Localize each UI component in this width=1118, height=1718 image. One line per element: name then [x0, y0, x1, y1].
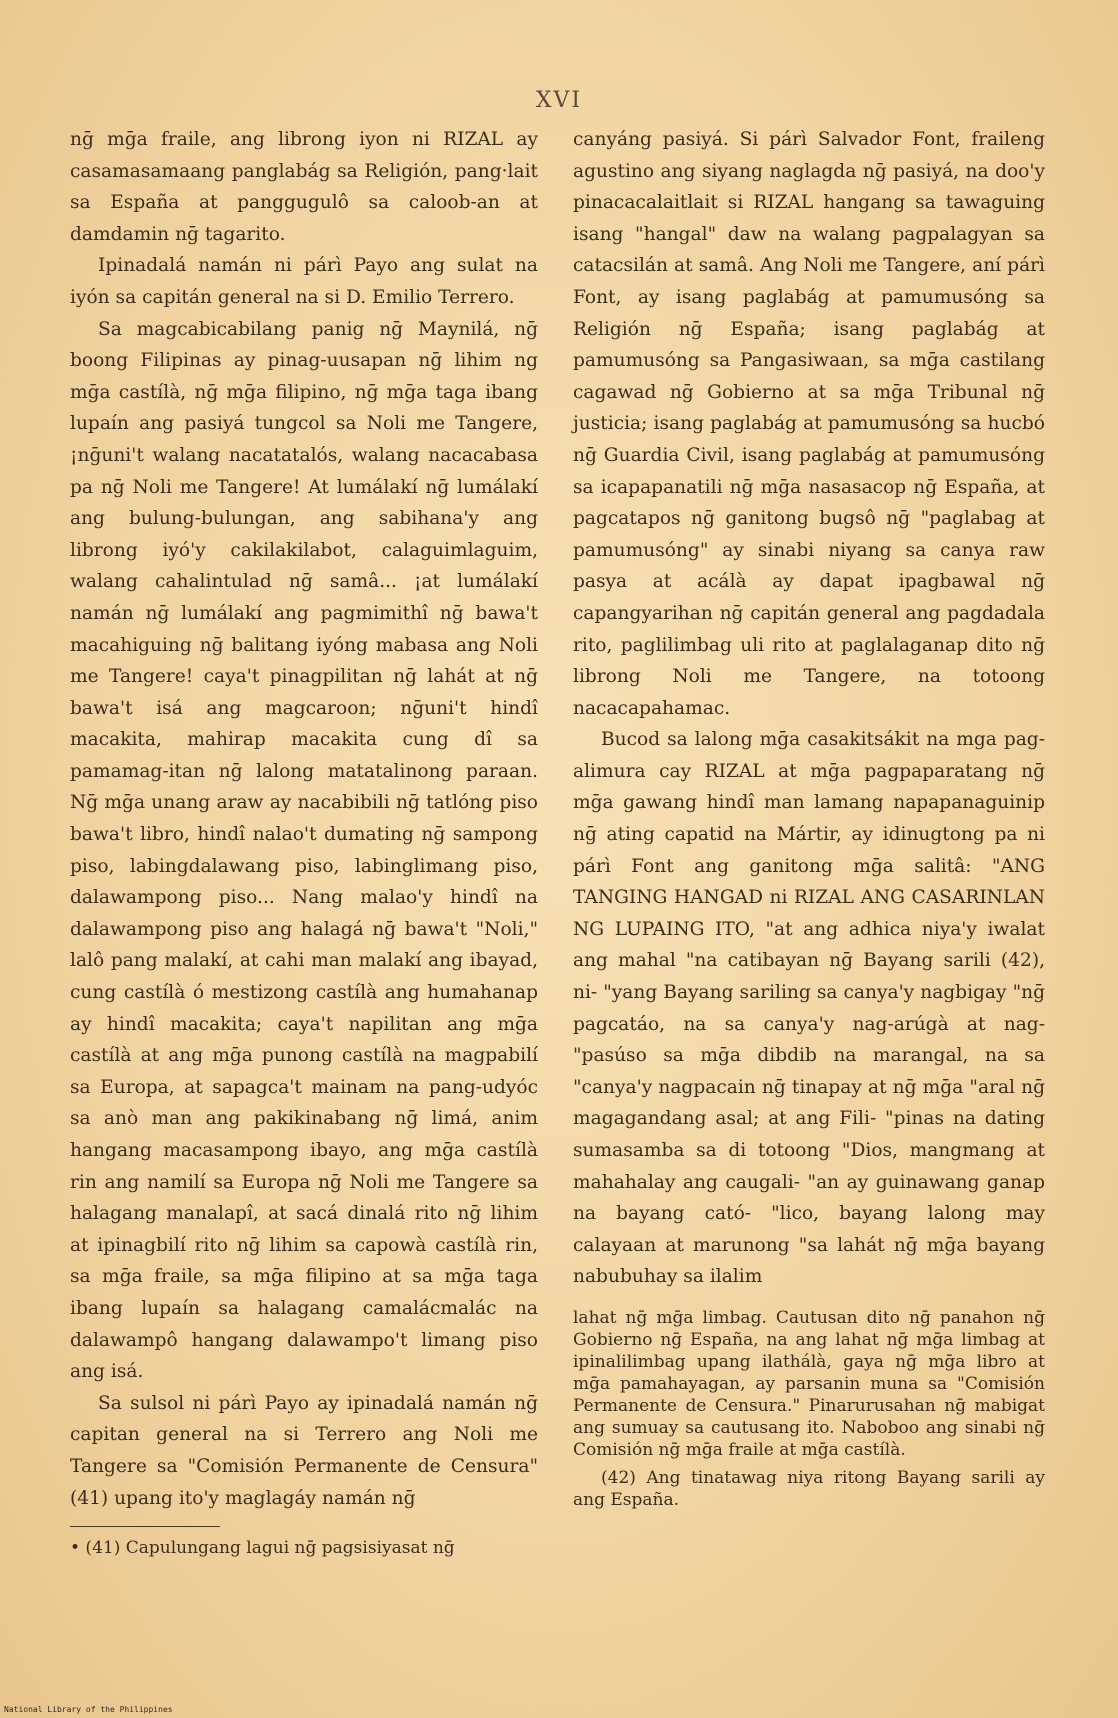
left-paragraph-1: nḡ mḡa fraile, ang librong iyon ni RIZAL ay casamasamaang panglabág sa Religión, pang·lait sa España at panggugulô sa caloob-an at damdamin nḡ tagarito. — [70, 129, 538, 245]
footnote-41-continued: lahat nḡ mḡa limbag. Cautusan dito nḡ panahon nḡ Gobierno nḡ España, na ang lahat nḡ mḡa limbag at ipinalilimbag upang ilathálà, gaya nḡ mḡa libro at mḡa pamahayagan, ay parsanin muna sa "Comisión Permanente de Censura." Pinarurusahan nḡ mabigat ang sumuay sa cautusang ito. Naboboo ang sinabi nḡ Comisión nḡ mḡa fraile at mḡa castílà. — [573, 1307, 1045, 1460]
left-paragraph-2: Ipinadalá namán ni párì Payo ang sulat na iyón sa capitán general na si D. Emilio Terrero. — [70, 255, 538, 308]
left-column — [70, 124, 538, 1565]
left-paragraph-3: Sa magcabicabilang panig nḡ Maynilá, nḡ boong Filipinas ay pinag-uusapan nḡ lihim ng mḡa castílà, nḡ mḡa filipino, nḡ mḡa taga ibang lupaín ang pasiyá tungcol sa Noli me Tangere, ¡nḡuni't walang nacatatalós, walang nacacabasa pa nḡ Noli me Tangere! At lumálakí nḡ lumálakí ang bulung-bulungan, ang sabihana'y ang librong iyó'y cakilakilabot, calaguimlaguim, walang cahalintulad nḡ samâ... ¡at lumálakí namán nḡ lumálakí ang pagmimithî nḡ bawa't macahiguing nḡ balitang iyóng mabasa ang Noli me Tangere! caya't pinagpilitan nḡ lahát at nḡ bawa't isá ang magcaroon; nḡuni't hindî macakita, mahirap macakita cung dî sa pamamag-itan nḡ lalong matatalinong paraan. Nḡ mḡa unang araw ay nacabibili nḡ tatlóng piso bawa't libro, hindî nalao't dumating nḡ sampong piso, labingdalawang piso, labinglimang piso, dalawampong piso... Nang malao'y hindî na dalawampong piso ang halagá nḡ bawa't "Noli," lalô pang malakí, at cahi man malakí ang ibayad, cung castílà ó mestizong castílà ang humahanap ay hindî macakita; caya't napilitan ang mḡa castílà at ang mḡa punong castílà na magpabilí sa Europa, at sapagca't mainam na pang-udyóc sa anò man ang pakikinabang nḡ limá, anim hangang macasampong ibayo, ang mḡa castílà rin ang namilí sa Europa nḡ Noli me Tangere sa halagang manalapî, at sacá dinalá rito nḡ lihim at ipinagbilí rito nḡ lihim sa capowà castílà rin, sa mḡa fraile, sa mḡa filipino at sa mḡa taga ibang lupaín sa halagang camalácmalác na dalawampô hangang dalawampo't limang piso ang isá. — [70, 318, 538, 1383]
left-footnotes — [70, 1537, 538, 1559]
right-paragraph-1: canyáng pasiyá. Si párì Salvador Font, fraileng agustino ang siyang naglagda nḡ pasiyá, na doo'y pinacacalaitlait si RIZAL hangang sa tawaguing isang "hangal" daw na walang pagpalagyan sa catacsilán at samâ. Ang Noli me Tangere, aní párì Font, ay isang paglabág at pamumusóng sa Religión nḡ España; isang paglabág at pamumusóng sa Pangasiwaan, sa mḡa castilang cagawad nḡ Gobierno at sa mḡa Tribunal nḡ justicia; isang paglabág at pamumusóng sa hucbó nḡ Guardia Civil, isang paglabág at pamumusóng sa icapapanatili nḡ mḡa nasasacop nḡ España, at pagcatapos nḡ ganitong bugsô nḡ "paglabag at pamumusóng" ay sinabi niyang sa canya raw pasya at acálà ay dapat ipagbawal nḡ capangyarihan nḡ capitán general ang pagdadala rito, paglilimbag uli rito at paglalaganap dito nḡ librong Noli me Tangere, na totoong nacacapahamac. — [573, 129, 1045, 719]
right-column — [573, 124, 1045, 1517]
right-paragraph-2: Bucod sa lalong mḡa casakitsákit na mga pag-alimura cay RIZAL at mḡa pagpaparatang nḡ mḡa gawang hindî man lamang napapanaguinip nḡ ating capatid na Mártir, ay idinugtong pa ni párì Font ang ganitong mḡa salitâ: "ANG TANGING HANGAD ni RIZAL ANG CASARINLAN NG LUPAING ITO, "at ang adhica niya'y iwalat ang mahal "na catibayan nḡ Bayang sarili (42), ni- "yang Bayang sariling sa canya'y nagbigay "nḡ pagcatáo, na sa canya'y nag-arúgà at nag- "pasúso sa mḡa dibdib na marangal, na sa "canya'y nagpacain nḡ tinapay at nḡ mḡa "aral nḡ magagandang asal; at ang Fili- "pinas na dating sumasamba sa di totoong "Dios, mangmang at mahahalay ang caugali- "an ay guinawang ganap na bayang cató- "lico, bayang lalong may calayaan at marunong "sa lahát nḡ mḡa bayang nabubuhay sa ilalim — [573, 729, 1045, 1288]
footnote-42: (42) Ang tinatawag niya ritong Bayang sarili ay ang España. — [573, 1467, 1045, 1510]
footnote-rule — [70, 1526, 220, 1527]
page-number: XVI — [535, 88, 583, 113]
library-credit: National Library of the Philippines — [4, 1705, 173, 1714]
right-footnotes — [573, 1307, 1045, 1511]
footnote-41: • (41) Capulungang lagui nḡ pagsisiyasat nḡ — [70, 1538, 455, 1559]
left-paragraph-4: Sa sulsol ni párì Payo ay ipinadalá namán nḡ capitan general na si Terrero ang Noli me Tangere sa "Comisión Permanente de Censura" (41) upang ito'y maglagáy namán nḡ — [70, 1392, 538, 1509]
